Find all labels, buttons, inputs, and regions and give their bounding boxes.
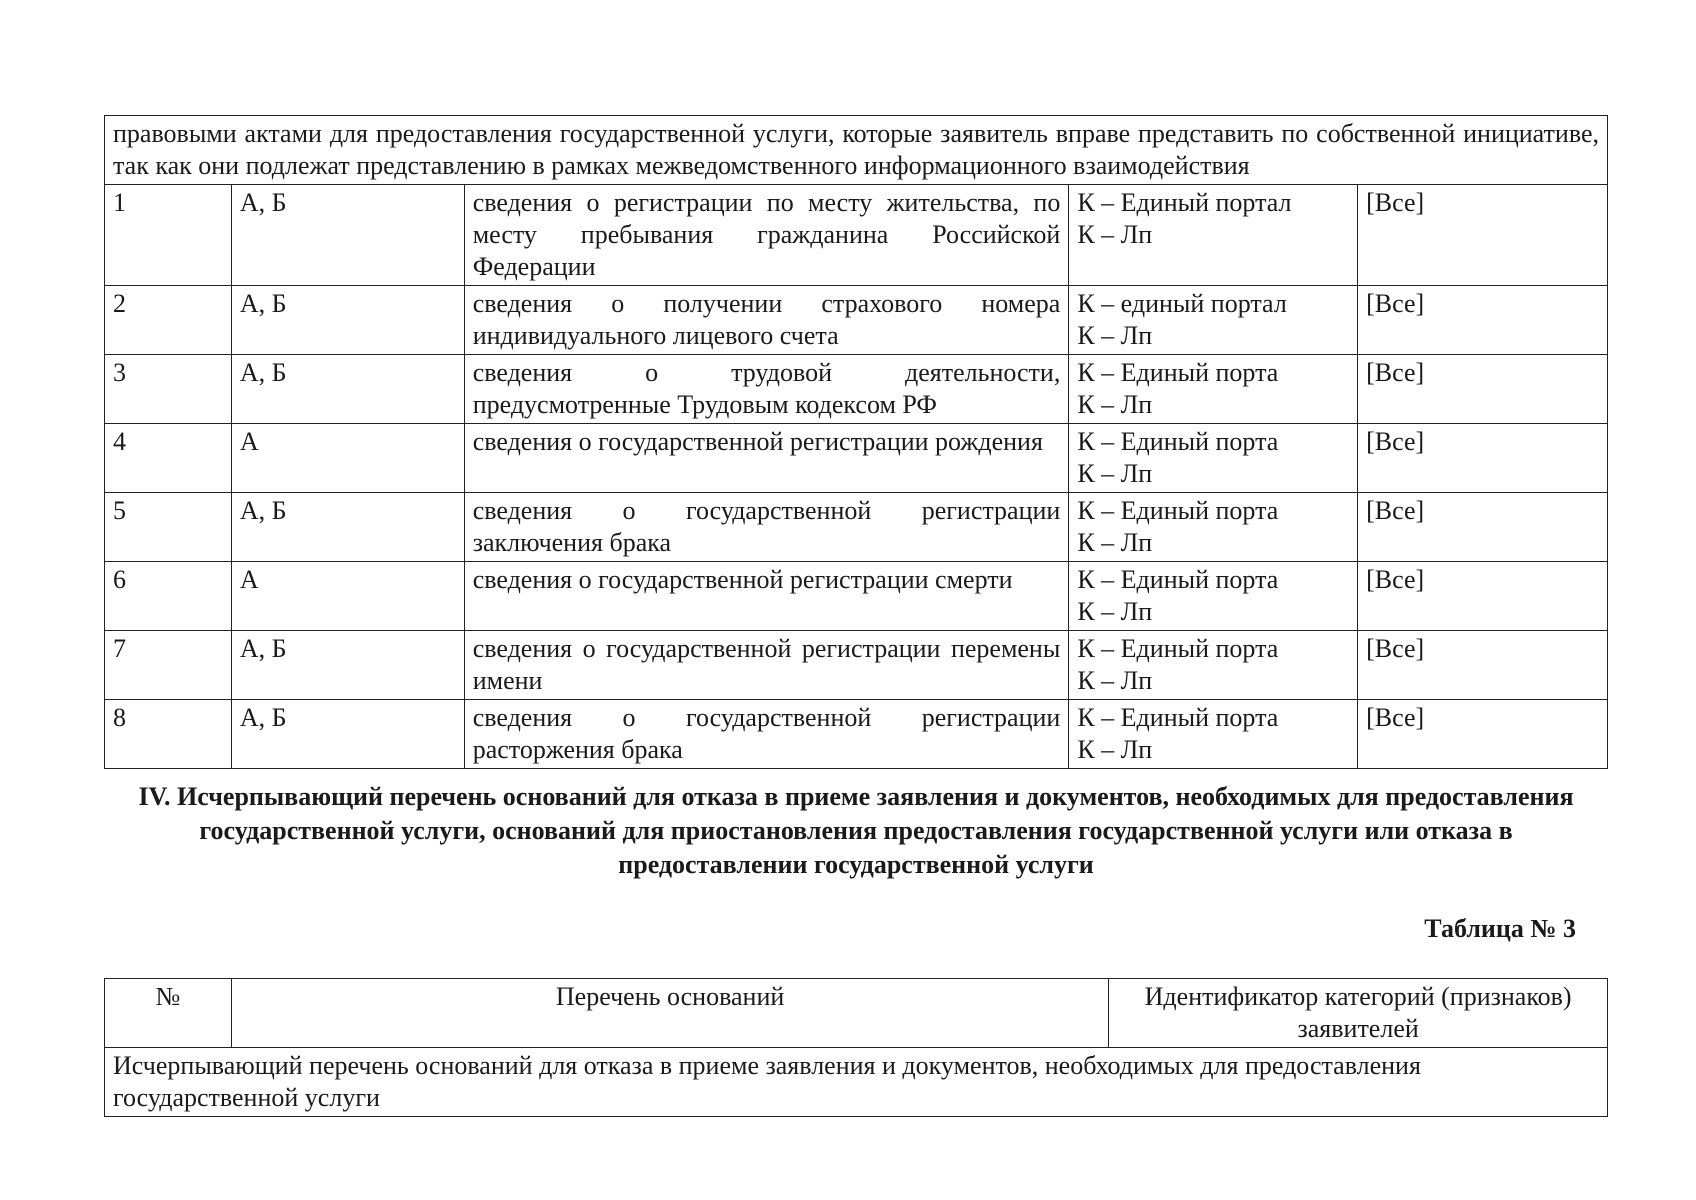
channel-personal: К – Лп: [1077, 220, 1153, 249]
continuation-text: правовыми актами для предоставления государственной услуги, которые заявитель вправе представить по собственной инициативе, так как они подлежат представлению в рамках межведомственного информационного взаимодействия: [105, 116, 1608, 185]
header-applicant-identifier: Идентификатор категорий (признаков) заявителей: [1109, 979, 1608, 1048]
applicability-scope: [Все]: [1358, 185, 1608, 286]
channel-portal: К – Единый порта: [1077, 565, 1279, 594]
request-channel: [1069, 562, 1358, 631]
channel-portal: К – Единый порта: [1077, 703, 1279, 732]
channel-personal: К – Лп: [1077, 597, 1153, 626]
information-description: сведения о государственной регистрации смерти: [464, 562, 1069, 631]
row-number: 3: [105, 355, 232, 424]
request-channel: [1069, 286, 1358, 355]
applicant-category: А, Б: [231, 493, 464, 562]
header-grounds-list: Перечень оснований: [231, 979, 1108, 1048]
channel-personal: К – Лп: [1077, 459, 1153, 488]
request-channel: [1069, 355, 1358, 424]
row-number: 8: [105, 700, 232, 769]
applicant-category: А, Б: [231, 355, 464, 424]
refusal-grounds-table: [104, 978, 1608, 1117]
information-description: сведения о государственной регистрации рождения: [464, 424, 1069, 493]
channel-personal: К – Лп: [1077, 528, 1153, 557]
applicant-category: А: [231, 562, 464, 631]
request-channel: [1069, 700, 1358, 769]
header-number: №: [105, 979, 232, 1048]
applicant-category: А, Б: [231, 631, 464, 700]
row-number: 6: [105, 562, 232, 631]
row-number: 5: [105, 493, 232, 562]
request-channel: [1069, 631, 1358, 700]
refusal-subheading: Исчерпывающий перечень оснований для отказа в приеме заявления и документов, необходимых для предоставления государственной услуги: [105, 1048, 1608, 1117]
applicant-category: А, Б: [231, 286, 464, 355]
channel-personal: К – Лп: [1077, 321, 1153, 350]
channel-portal: К – единый портал: [1077, 289, 1287, 318]
applicability-scope: [Все]: [1358, 355, 1608, 424]
request-channel: [1069, 424, 1358, 493]
information-description: сведения о государственной регистрации заключения брака: [464, 493, 1069, 562]
table-row: [105, 562, 1608, 631]
table-row: [105, 700, 1608, 769]
table-row: [105, 493, 1608, 562]
applicability-scope: [Все]: [1358, 562, 1608, 631]
channel-portal: К – Единый портал: [1077, 188, 1292, 217]
table-row: [105, 185, 1608, 286]
channel-portal: К – Единый порта: [1077, 427, 1279, 456]
applicability-scope: [Все]: [1358, 493, 1608, 562]
services-data-table-body: [105, 116, 1608, 769]
row-number: 4: [105, 424, 232, 493]
table-label: Таблица № 3: [1424, 914, 1576, 943]
table-subheading-row: [105, 1048, 1608, 1117]
information-description: сведения о государственной регистрации перемены имени: [464, 631, 1069, 700]
applicant-category: А: [231, 424, 464, 493]
applicability-scope: [Все]: [1358, 286, 1608, 355]
information-description: сведения о получении страхового номера индивидуального лицевого счета: [464, 286, 1069, 355]
table-row: [105, 355, 1608, 424]
channel-portal: К – Единый порта: [1077, 496, 1279, 525]
table-row: [105, 631, 1608, 700]
services-data-table: [104, 115, 1608, 769]
applicability-scope: [Все]: [1358, 700, 1608, 769]
channel-personal: К – Лп: [1077, 390, 1153, 419]
applicability-scope: [Все]: [1358, 424, 1608, 493]
applicant-category: А, Б: [231, 185, 464, 286]
table-header-row: [105, 979, 1608, 1048]
request-channel: [1069, 185, 1358, 286]
section-heading: IV. Исчерпывающий перечень оснований для отказа в приеме заявления и документов, необходимых для предоставления государственной услуги, оснований для приостановления предоставления государственной услуги или отказа в предоставлении государственной услуги: [138, 782, 1574, 879]
row-number: 7: [105, 631, 232, 700]
applicant-category: А, Б: [231, 700, 464, 769]
request-channel: [1069, 493, 1358, 562]
channel-personal: К – Лп: [1077, 666, 1153, 695]
channel-personal: К – Лп: [1077, 735, 1153, 764]
information-description: сведения о регистрации по месту жительства, по месту пребывания гражданина Российской Федерации: [464, 185, 1069, 286]
channel-portal: К – Единый порта: [1077, 358, 1279, 387]
table-row: [105, 286, 1608, 355]
information-description: сведения о трудовой деятельности, предусмотренные Трудовым кодексом РФ: [464, 355, 1069, 424]
row-number: 2: [105, 286, 232, 355]
table-continuation-row: [105, 116, 1608, 185]
row-number: 1: [105, 185, 232, 286]
information-description: сведения о государственной регистрации расторжения брака: [464, 700, 1069, 769]
channel-portal: К – Единый порта: [1077, 634, 1279, 663]
applicability-scope: [Все]: [1358, 631, 1608, 700]
table-row: [105, 424, 1608, 493]
